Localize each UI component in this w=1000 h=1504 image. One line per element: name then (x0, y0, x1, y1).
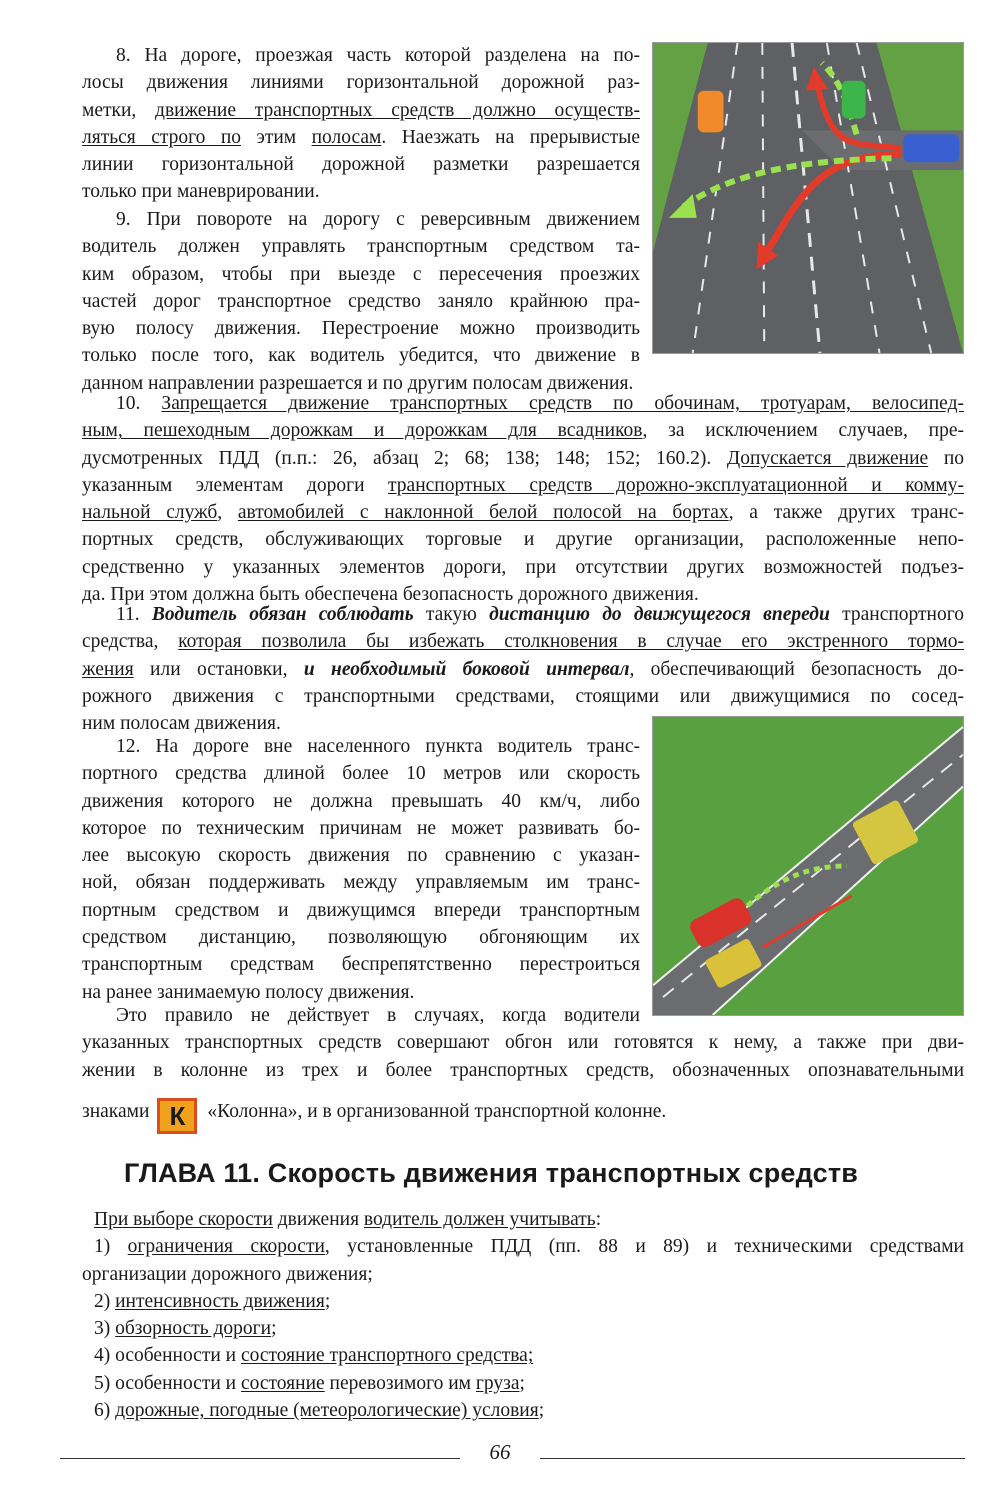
lane-road-illustration (652, 42, 964, 354)
paragraph-11 (82, 601, 964, 737)
text-line: 8. На дороге, проезжая часть которой разделена на по- (116, 45, 640, 66)
text-line: организации дорожного движения; (82, 1263, 373, 1285)
underlined-text: интенсивность движения (115, 1290, 325, 1312)
text-run: 1) (94, 1236, 128, 1258)
text-line: да. При этом должна быть обеспечена безопасность дорожного движения. (82, 584, 699, 606)
text-run: указанным элементам дороги (82, 474, 389, 496)
underlined-text: состояние транспортного средства; (240, 1345, 534, 1367)
text-line: портным средством и движущимся впереди транспортным (82, 899, 640, 921)
text-line: средственно у указанных элементов дороги, при отсутствии других возможностей подъез- (82, 556, 964, 578)
bold-italic-text: дистанцию до движущегося впереди (489, 604, 830, 625)
text-line: вую полосу движения. Перестроение можно производить (82, 318, 640, 340)
underlined-text: дорожные, погодные (метеорологические) условия (115, 1400, 539, 1422)
text-run: : (595, 1209, 602, 1230)
underlined-text: автомобилей с наклонной белой полосой на бортах (237, 502, 729, 524)
text-run: , установленные ПДД (пп. 88 и 89) и техническими средствами (324, 1236, 964, 1258)
text-run: «Колонна», и в организованной транспортной колонне. (207, 1100, 667, 1122)
list-item (82, 1315, 964, 1342)
paragraph-8 (82, 42, 640, 206)
text-line: водитель должен управлять транспортным средством та- (82, 236, 640, 258)
text-run: 2) (94, 1290, 116, 1312)
text-line: которое по техническим причинам не может развивать бо- (82, 817, 640, 839)
chapter-title: ГЛАВА 11. Скорость движения транспортных средств (124, 1158, 859, 1188)
paragraph-10 (82, 390, 964, 608)
text-run: , (217, 502, 238, 524)
underlined-text: движение транспортных средств должно осуществ- (155, 99, 640, 121)
text-run: 3) (94, 1318, 116, 1340)
underlined-text: обзорность дороги (115, 1318, 272, 1340)
text-run: этим (241, 126, 312, 148)
list-item (82, 1288, 964, 1315)
text-line: лосы движения линиями горизонтальной дорожной раз- (82, 72, 640, 94)
paragraph-12 (82, 733, 640, 1006)
underlined-text: которая позволила бы избежать столкновения в случае его экстренного тормо- (178, 631, 964, 653)
text-line: Это правило не действует в случаях, когда водители (116, 1005, 640, 1026)
text-run: метки, (82, 99, 156, 121)
underlined-text: Допускается движение (726, 447, 929, 469)
list-item (82, 1233, 964, 1260)
text-line: движения которого не должна превышать 40 км/ч, либо (82, 790, 640, 812)
text-line: транспортным средствам беспрепятственно перестроиться (82, 954, 640, 976)
text-line: данном направлении разрешается и по другим полосам движения. (82, 372, 634, 394)
text-line: на ранее занимаемую полосу движения. (82, 981, 415, 1003)
underlined-text: ограничения скорости (127, 1236, 325, 1258)
text-line: портных средств, обслуживающих торговые и другие организации, расположенные непо- (82, 529, 964, 551)
text-run: ; (538, 1400, 545, 1422)
text-line: рожного движения с транспортными средствами, стоящими или движущимися по сосед- (82, 685, 964, 707)
text-line: частей дорог транспортное средство заняло крайнюю пра- (82, 290, 640, 312)
footer-rule-left (60, 1458, 460, 1459)
text-run: . Наезжать на прерывистые (381, 126, 640, 148)
text-run: средства, (82, 631, 179, 653)
text-run: 6) (94, 1400, 116, 1422)
bold-italic-text: и необходимый боковой интервал (303, 658, 630, 680)
text-run: дусмотренных ПДД (п.п.: 26, абзац 2; 68; 138; 148; 152; 160.2). (82, 447, 727, 469)
rural-road-illustration (652, 716, 964, 1016)
text-line (82, 472, 964, 499)
text-run: знаками (82, 1100, 150, 1122)
page-number: 66 (489, 1440, 511, 1464)
underlined-text: жения (82, 658, 134, 680)
text-run: или остановки, (133, 658, 304, 680)
text-line (82, 97, 640, 124)
text-run: 10. (116, 393, 162, 414)
text-line (82, 656, 964, 683)
underlined-text: Запрещается движение транспортных средств по обочинам, тротуарам, велосипед- (161, 393, 964, 414)
speed-factors (82, 1206, 964, 1424)
text-line (82, 417, 964, 444)
underlined-text: нальной служб (82, 502, 218, 524)
text-line: указанных транспортных средств совершают обгон или готовятся к нему, а также при дви- (82, 1032, 964, 1054)
underlined-text: водитель должен учитывать (363, 1209, 596, 1230)
lane-road-scene (653, 43, 963, 353)
text-line: ним полосам движения. (82, 713, 281, 735)
text-line: ким образом, чтобы при выезде с пересечения проезжих (82, 263, 640, 285)
underlined-text: состояние (240, 1372, 325, 1394)
text-line (82, 601, 964, 628)
text-line: ной, обязан поддерживать между управляемым им транс- (82, 872, 640, 894)
text-run: перевозимого им (324, 1372, 476, 1394)
text-line: 9. При повороте на дорогу с реверсивным движением (116, 209, 640, 230)
footer-rule-right (540, 1458, 965, 1459)
underlined-text: ляться строго по (82, 126, 242, 148)
list-item (82, 1397, 964, 1424)
text-line: линии горизонтальной дорожной разметки разрешается (82, 154, 640, 176)
text-line (82, 124, 640, 151)
text-run: 5) особенности и (94, 1372, 241, 1394)
paragraph-9 (82, 206, 640, 397)
text-run: , обеспечивающий безопасность до- (629, 658, 965, 680)
text-line: средством дистанцию, позволяющую обгоняющим их (82, 927, 640, 949)
underlined-text: транспортных средств дорожно-эксплуатационной и комму- (388, 474, 964, 496)
underlined-text: При выборе скорости (94, 1209, 273, 1230)
rural-road-scene (653, 717, 963, 1015)
text-run: , а также других транс- (728, 502, 965, 524)
text-line: 12. На дороге вне населенного пункта водитель транс- (116, 736, 640, 757)
text-line: жении в колонне из трех и более транспортных средств, обозначенных опознавательными (82, 1059, 964, 1081)
text-line: лее высокую скорость движения по сравнению с указан- (82, 845, 640, 867)
text-line (82, 499, 964, 526)
paragraph-exception (82, 1002, 964, 1134)
orange-car (698, 91, 724, 133)
text-run: по (928, 447, 964, 469)
underlined-text: ным, пешеходным дорожкам и дорожкам для всадников (82, 420, 643, 442)
text-run: , за исключением случаев, пре- (642, 420, 964, 442)
convoy-sign-icon: К (157, 1098, 197, 1134)
text-line (82, 1206, 964, 1233)
underlined-text: полосам (311, 126, 382, 148)
text-line (82, 445, 964, 472)
text-line (82, 1098, 964, 1134)
list-item (82, 1342, 964, 1369)
text-line (82, 628, 964, 655)
text-run: движения (272, 1209, 364, 1230)
text-run: транспортного (829, 604, 965, 625)
text-run: ; (271, 1318, 277, 1340)
bold-italic-text: Водитель обязан соблюдать (151, 604, 414, 625)
text-run: такую (413, 604, 490, 625)
text-line: только после того, как водитель убедится, что движение в (82, 345, 640, 367)
text-line: только при маневрировании. (82, 181, 320, 203)
text-run: ; (519, 1372, 525, 1394)
underlined-text: груза (475, 1372, 520, 1394)
text-run: 11. (116, 604, 152, 625)
text-line: портного средства длиной более 10 метров или скорость (82, 763, 640, 785)
text-run: 4) особенности и (94, 1345, 241, 1367)
text-run: ; (324, 1290, 331, 1312)
green-car (842, 81, 866, 119)
list-item (82, 1370, 964, 1397)
blue-car (903, 134, 959, 162)
text-line (82, 390, 964, 417)
